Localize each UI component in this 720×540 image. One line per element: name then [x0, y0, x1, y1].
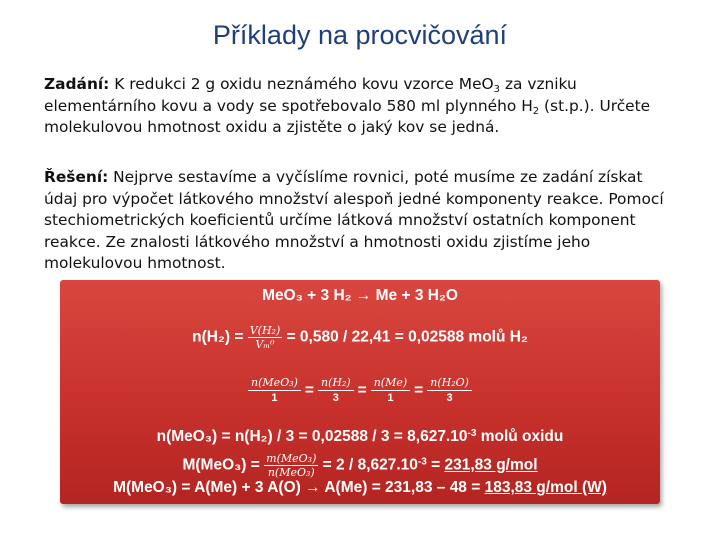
assignment-text-b: za vzniku elementárního kovu a vody se spotřebovalo 580 ml plynného H [44, 75, 577, 115]
ratio-den: 3 [446, 392, 453, 404]
ratio-den: 1 [387, 392, 394, 404]
assignment-lead: Zadání: [44, 75, 110, 93]
assignment-sub-a: 3 [493, 84, 501, 95]
n-h2-line [60, 324, 660, 351]
final-text: M(MeO₃) = A(Me) + 3 A(O) → A(Me) = 231,83 – 48 = [113, 479, 485, 496]
m-meo3-left: M(MeO₃) = [182, 456, 260, 474]
ratio-num: n(MeO₃) [248, 376, 301, 391]
ratio-fraction-me [371, 376, 410, 405]
assignment-paragraph [44, 74, 680, 139]
solution-text: Nejprve sestavíme a vyčíslíme rovnici, poté musíme ze zadání získat údaj pro výpočet látkového množství alespoň jedné komponenty reakce. Pomocí stechiometrických koeficientů určíme látková množství ostatních komponent reakce. Ze znalosti látkového množství a hmotnosti oxidu zjistíme jeho molekulovou hmotnost. [44, 168, 664, 272]
m-meo3-equals: = [426, 456, 445, 474]
assignment-text-a: K redukci 2 g oxidu neznámého kovu vzorce MeO [109, 75, 494, 93]
equals-sign: = [357, 381, 367, 399]
m-meo3-denominator: n(MeO₃) [267, 466, 315, 479]
stoichiometric-ratio [60, 376, 660, 405]
ratio-fraction-h2o [427, 376, 472, 405]
solution-lead: Řešení: [44, 168, 109, 186]
equals-sign: = [414, 381, 424, 399]
assignment-text-c: (st.p.). Určete molekulovou hmotnost oxidu a zjistěte o jaký kov se jedná. [44, 96, 651, 136]
n-h2-denominator: Vₘ⁰ [255, 338, 275, 351]
m-meo3-numerator: m(MeO₃) [266, 452, 317, 465]
equals-sign: = [304, 381, 314, 399]
ratio-den: 3 [332, 392, 339, 404]
n-h2-right: = 0,580 / 22,41 = 0,02588 molů H₂ [286, 328, 528, 346]
reaction-equation: MeO₃ + 3 H₂ → Me + 3 H₂O [262, 287, 458, 304]
n-meo3-tail: molů oxidu [476, 428, 564, 445]
molar-mass-result: 231,83 g/mol [444, 456, 538, 474]
ratio-fraction-h2 [318, 376, 354, 405]
n-meo3-line [60, 428, 660, 446]
ratio-den: 1 [271, 392, 278, 404]
ratio-num: n(Me) [371, 376, 410, 391]
n-h2-left: n(H₂) = [192, 328, 244, 346]
n-h2-numerator: V(H₂) [249, 324, 281, 337]
m-meo3-fraction [264, 452, 318, 479]
n-meo3-exponent: -3 [467, 428, 477, 439]
n-meo3-text: n(MeO₃) = n(H₂) / 3 = 0,02588 / 3 = 8,627.10 [156, 428, 468, 445]
ratio-num: n(H₂O) [427, 376, 472, 391]
assignment-sub-b: 2 [532, 105, 540, 117]
final-line [60, 479, 660, 497]
ratio-fraction-meo3 [248, 376, 301, 405]
n-h2-fraction [248, 324, 283, 351]
ratio-num: n(H₂) [318, 376, 354, 391]
m-meo3-exponent: -3 [417, 456, 427, 468]
final-result: 183,83 g/mol (W) [484, 479, 607, 496]
m-meo3-mid: = 2 / 8,627.10 [322, 456, 418, 474]
solution-box [60, 280, 660, 504]
slide-title: Příklady na procvičování [212, 20, 508, 50]
solution-paragraph [44, 167, 680, 275]
m-meo3-line [60, 452, 660, 479]
